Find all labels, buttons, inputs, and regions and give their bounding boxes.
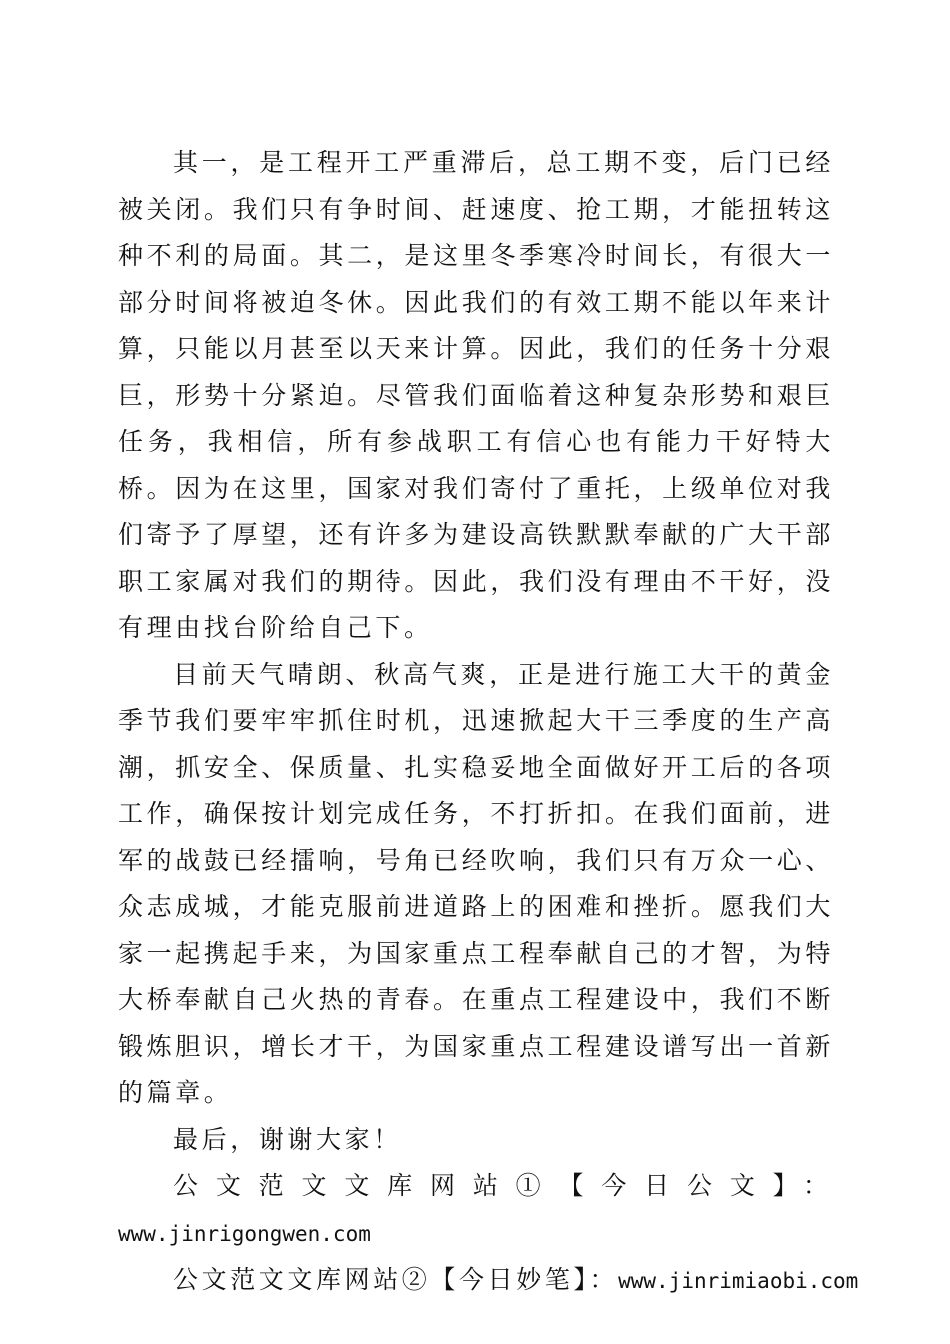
document-body <box>118 140 859 1305</box>
site-1-label: 公文范文文库网站①【今日公文】： <box>173 1171 834 1200</box>
site-2-line <box>118 1257 859 1305</box>
closing-remark: 最后，谢谢大家！ <box>173 1124 402 1154</box>
paragraph-2: 目前天气晴朗、秋高气爽，正是进行施工大干的黄金季节我们要牢牢抓住时机，迅速掀起大干三季度的生产高潮，抓安全、保质量、扎实稳妥地全面做好开工后的各项工作，确保按计划完成任务，不打折扣。在我们面前，进军的战鼓已经擂响，号角已经吹响，我们只有万众一心、众志成城，才能克服前进道路上的困难和挫折。愿我们大家一起携起手来，为国家重点工程奉献自己的才智，为特大桥奉献自己火热的青春。在重点工程建设中，我们不断锻炼胆识，增长才干，为国家重点工程建设谱写出一首新的篇章。 <box>118 659 834 1107</box>
site-2-label: 公文范文文库网站②【今日妙笔】： <box>173 1265 619 1294</box>
site-1-url[interactable]: www.jinrigongwen.com <box>118 1221 371 1246</box>
paragraph-1: 其一，是工程开工严重滞后，总工期不变，后门已经被关闭。我们只有争时间、赶速度、抢工期，才能扭转这种不利的局面。其二，是这里冬季寒冷时间长，有很大一部分时间将被迫冬休。因此我们的有效工期不能以年来计算，只能以月甚至以天来计算。因此，我们的任务十分艰巨，形势十分紧迫。尽管我们面临着这种复杂形势和艰巨任务，我相信，所有参战职工有信心也有能力干好特大桥。因为在这里，国家对我们寄付了重托，上级单位对我们寄予了厚望，还有许多为建设高铁默默奉献的广大干部职工家属对我们的期待。因此，我们没有理由不干好，没有理由找台阶给自己下。 <box>118 148 834 642</box>
site-1-url-line <box>118 1210 834 1258</box>
site-2-url[interactable]: www.jinrimiaobi.com <box>618 1269 859 1293</box>
